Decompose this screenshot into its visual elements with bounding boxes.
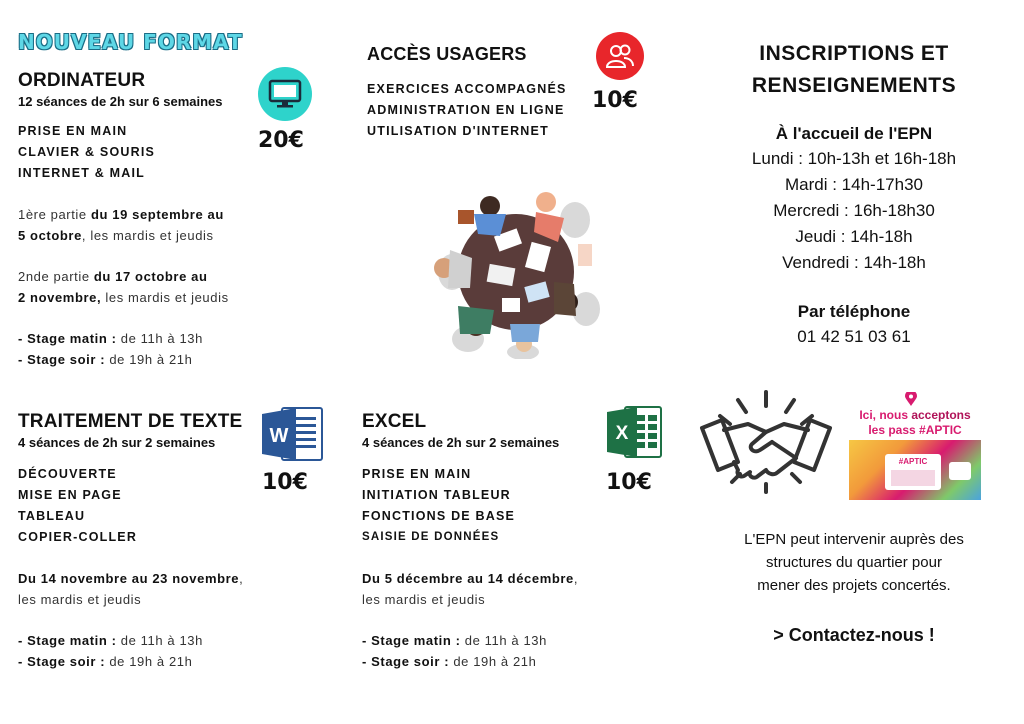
banner-title: NOUVEAU FORMAT — [18, 30, 243, 54]
section-acces — [367, 44, 597, 142]
hours-line: Vendredi : 14h-18h — [782, 253, 926, 272]
hours-line: Jeudi : 14h-18h — [795, 227, 913, 246]
location-pin-icon — [905, 392, 917, 406]
word-icon — [262, 406, 324, 462]
list-item: PRISE EN MAIN — [362, 467, 472, 481]
item-list — [367, 79, 597, 142]
list-item: EXERCICES ACCOMPAGNÉS — [367, 82, 567, 96]
part2-text: 2nde partie du 17 octobre au 2 novembre, les mardis et jeudis — [18, 269, 229, 305]
handshake-icon — [698, 386, 834, 498]
hours-line: Lundi : 10h-13h et 16h-18h — [751, 149, 957, 168]
list-item: ADMINISTRATION EN LIGNE — [367, 103, 565, 117]
section-subtitle: 4 séances de 2h sur 2 semaines — [362, 435, 560, 450]
meeting-illustration — [418, 184, 608, 359]
price-excel: 10€ — [606, 470, 652, 495]
hours-line: Mardi : 14h-17h30 — [785, 175, 923, 194]
schedule-text: - Stage matin : de 11h à 13h - Stage soir : de 19h à 21h — [362, 633, 547, 669]
info-line: structures du quartier pour — [766, 554, 942, 571]
users-icon — [596, 32, 644, 80]
info-line: L'EPN peut intervenir auprès des — [744, 531, 964, 548]
price-acces: 10€ — [592, 88, 638, 113]
section-title: EXCEL — [362, 411, 427, 432]
contact-link[interactable]: > Contactez-nous ! — [773, 625, 935, 645]
dates-text: Du 14 novembre au 23 novembre, les mardis et jeudis — [18, 571, 244, 607]
phone-number: 01 42 51 03 61 — [797, 327, 911, 346]
list-item: CLAVIER & SOURIS — [18, 145, 156, 159]
svg-text:W: W — [269, 425, 289, 447]
info-line: mener des projets concertés. — [757, 577, 951, 594]
list-item: SAISIE DE DONNÉES — [362, 531, 500, 543]
list-item: INITIATION TABLEUR — [362, 488, 511, 502]
aptic-pass-badge — [849, 392, 981, 502]
schedule-text: - Stage matin : de 11h à 13h - Stage soir : de 19h à 21h — [18, 633, 203, 669]
list-item: TABLEAU — [18, 509, 86, 523]
inscriptions-title-line1: INSCRIPTIONS ET — [759, 42, 949, 65]
aptic-collage — [849, 440, 981, 500]
aptic-text: Ici, nous acceptons les pass #APTIC — [859, 408, 971, 437]
svg-text:X: X — [615, 423, 629, 444]
section-excel — [362, 411, 612, 672]
item-list — [362, 464, 612, 548]
phone-label: Par téléphone — [797, 302, 911, 321]
section-title: ORDINATEUR — [18, 70, 146, 91]
list-item: UTILISATION D'INTERNET — [367, 124, 549, 138]
list-item: PRISE EN MAIN — [18, 124, 128, 138]
accueil-label: À l'accueil de l'EPN — [775, 124, 933, 143]
part1-text: 1ère partie du 19 septembre au 5 octobre, les mardis et jeudis — [18, 207, 224, 243]
inscriptions-title-line2: RENSEIGNEMENTS — [751, 74, 957, 97]
price-ordinateur: 20€ — [258, 128, 304, 153]
section-subtitle: 12 séances de 2h sur 6 semaines — [18, 94, 223, 109]
list-item: DÉCOUVERTE — [18, 467, 117, 481]
list-item: FONCTIONS DE BASE — [362, 509, 516, 523]
section-inscriptions — [704, 38, 1004, 350]
monitor-icon — [258, 67, 312, 121]
section-title: ACCÈS USAGERS — [367, 44, 527, 64]
section-title: TRAITEMENT DE TEXTE — [18, 411, 243, 432]
hours-list — [704, 146, 1004, 276]
section-subtitle: 4 séances de 2h sur 2 semaines — [18, 435, 216, 450]
epn-info — [704, 528, 1004, 646]
list-item: COPIER-COLLER — [18, 530, 138, 544]
price-traitement: 10€ — [262, 470, 308, 495]
aptic-card: #APTIC — [885, 454, 941, 490]
schedule-text: - Stage matin : de 11h à 13h - Stage soir : de 19h à 21h — [18, 331, 203, 367]
hours-line: Mercredi : 16h-18h30 — [773, 201, 935, 220]
excel-icon — [607, 405, 663, 459]
list-item: MISE EN PAGE — [18, 488, 122, 502]
dates-text: Du 5 décembre au 14 décembre, les mardis et jeudis — [362, 571, 579, 607]
list-item: INTERNET & MAIL — [18, 166, 146, 180]
camera-icon — [949, 462, 971, 480]
